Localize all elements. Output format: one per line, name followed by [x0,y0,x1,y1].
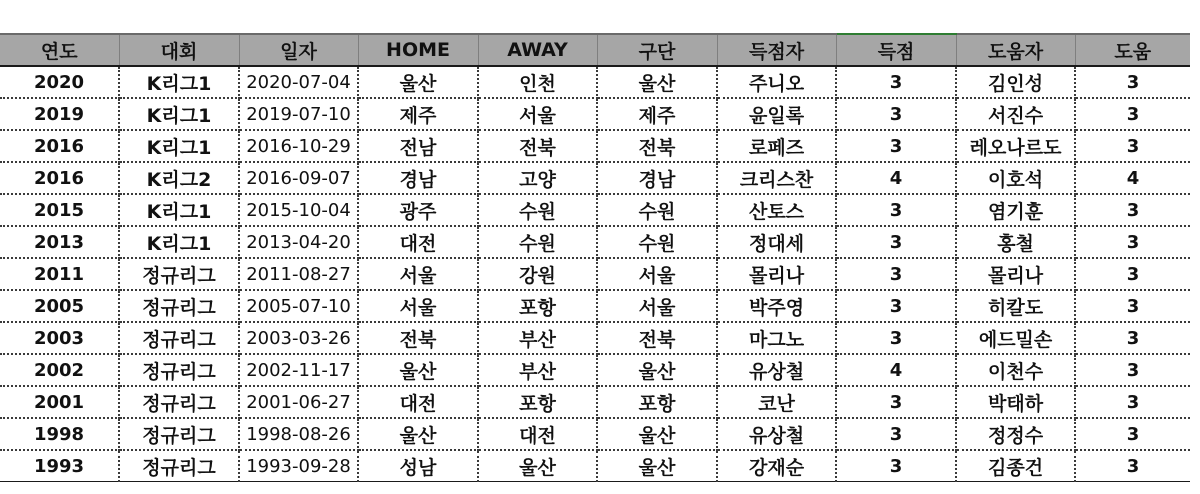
table-row [0,258,1190,290]
cell-home[interactable]: 대전 [358,226,478,258]
cell-club[interactable]: 울산 [597,354,717,386]
cell-scorer[interactable]: 유상철 [717,354,836,386]
table-row [0,450,1190,482]
cell-away[interactable]: 전북 [478,130,597,162]
cell-competition[interactable]: 정규리그 [119,290,239,322]
cell-assister[interactable]: 홍철 [956,226,1075,258]
cell-date[interactable]: 1993-09-28 [239,450,358,482]
cell-assists[interactable]: 3 [1075,322,1190,354]
cell-home[interactable]: 광주 [358,194,478,226]
cell-date[interactable]: 2005-07-10 [239,290,358,322]
cell-date[interactable]: 2016-09-07 [239,162,358,194]
header-cell-year[interactable]: 연도 [0,34,119,66]
cell-club[interactable]: 전북 [597,130,717,162]
cell-goals[interactable]: 3 [836,450,956,482]
cell-away[interactable]: 부산 [478,322,597,354]
cell-date[interactable]: 2003-03-26 [239,322,358,354]
cell-year[interactable]: 2003 [0,322,119,354]
cell-away[interactable]: 울산 [478,450,597,482]
cell-away[interactable]: 강원 [478,258,597,290]
cell-club[interactable]: 포항 [597,386,717,418]
table-row [0,322,1190,354]
cell-competition[interactable]: 정규리그 [119,450,239,482]
header-cell-club[interactable]: 구단 [597,34,717,66]
cell-goals[interactable]: 3 [836,290,956,322]
cell-home[interactable]: 대전 [358,386,478,418]
cell-scorer[interactable]: 산토스 [717,194,836,226]
cell-home[interactable]: 울산 [358,354,478,386]
cell-year[interactable]: 2015 [0,194,119,226]
cell-competition[interactable]: K리그1 [119,226,239,258]
table-row [0,162,1190,194]
cell-date[interactable]: 2019-07-10 [239,98,358,130]
cell-assister[interactable]: 김종건 [956,450,1075,482]
header-cell-competition[interactable]: 대회 [119,34,239,66]
cell-assists[interactable]: 3 [1075,354,1190,386]
cell-goals[interactable]: 3 [836,322,956,354]
header-cell-date[interactable]: 일자 [239,34,358,66]
cell-club[interactable]: 경남 [597,162,717,194]
spreadsheet-table-area [0,33,1200,494]
cell-year[interactable]: 1998 [0,418,119,450]
header-cell-scorer[interactable]: 득점자 [717,34,836,66]
table-body [0,66,1190,482]
cell-scorer[interactable]: 크리스찬 [717,162,836,194]
header-row [0,34,1190,66]
cell-away[interactable]: 포항 [478,290,597,322]
cell-scorer[interactable]: 정대세 [717,226,836,258]
cell-competition[interactable]: K리그1 [119,130,239,162]
cell-home[interactable]: 경남 [358,162,478,194]
table-row [0,290,1190,322]
cell-scorer[interactable]: 윤일록 [717,98,836,130]
cell-home[interactable]: 전남 [358,130,478,162]
cell-date[interactable]: 1998-08-26 [239,418,358,450]
cell-club[interactable]: 서울 [597,290,717,322]
cell-assister[interactable]: 박태하 [956,386,1075,418]
cell-home[interactable]: 서울 [358,258,478,290]
cell-scorer[interactable]: 마그노 [717,322,836,354]
cell-home[interactable]: 성남 [358,450,478,482]
cell-goals[interactable]: 4 [836,162,956,194]
cell-date[interactable]: 2002-11-17 [239,354,358,386]
cell-club[interactable]: 수원 [597,194,717,226]
cell-scorer[interactable]: 코난 [717,386,836,418]
cell-assists[interactable]: 3 [1075,226,1190,258]
cell-assister[interactable]: 레오나르도 [956,130,1075,162]
cell-away[interactable]: 서울 [478,98,597,130]
cell-goals[interactable]: 3 [836,226,956,258]
cell-assists[interactable]: 3 [1075,258,1190,290]
cell-year[interactable]: 2001 [0,386,119,418]
cell-competition[interactable]: 정규리그 [119,354,239,386]
cell-assister[interactable]: 이천수 [956,354,1075,386]
cell-assists[interactable]: 3 [1075,66,1190,98]
cell-assists[interactable]: 3 [1075,450,1190,482]
cell-competition[interactable]: K리그1 [119,98,239,130]
cell-club[interactable]: 제주 [597,98,717,130]
cell-assists[interactable]: 3 [1075,290,1190,322]
cell-goals[interactable]: 3 [836,258,956,290]
table-row [0,98,1190,130]
cell-competition[interactable]: K리그1 [119,194,239,226]
cell-year[interactable]: 2019 [0,98,119,130]
cell-home[interactable]: 제주 [358,98,478,130]
cell-year[interactable]: 2002 [0,354,119,386]
cell-away[interactable]: 고양 [478,162,597,194]
cell-date[interactable]: 2020-07-04 [239,66,358,98]
cell-date[interactable]: 2016-10-29 [239,130,358,162]
header-cell-assists[interactable]: 도움 [1075,34,1190,66]
cell-scorer[interactable]: 몰리나 [717,258,836,290]
cell-scorer[interactable]: 주니오 [717,66,836,98]
cell-club[interactable]: 수원 [597,226,717,258]
cell-date[interactable]: 2001-06-27 [239,386,358,418]
cell-assists[interactable]: 4 [1075,162,1190,194]
table-row [0,194,1190,226]
cell-date[interactable]: 2011-08-27 [239,258,358,290]
cell-goals[interactable]: 3 [836,66,956,98]
table-row [0,226,1190,258]
table-row [0,66,1190,98]
cell-away[interactable]: 수원 [478,194,597,226]
cell-assister[interactable]: 이호석 [956,162,1075,194]
cell-assister[interactable]: 에드밀손 [956,322,1075,354]
table-row [0,130,1190,162]
cell-goals[interactable]: 3 [836,418,956,450]
cell-goals[interactable]: 4 [836,354,956,386]
header-cell-assister[interactable]: 도움자 [956,34,1075,66]
cell-scorer[interactable]: 로페즈 [717,130,836,162]
cell-home[interactable]: 울산 [358,66,478,98]
cell-date[interactable]: 2015-10-04 [239,194,358,226]
cell-competition[interactable]: 정규리그 [119,386,239,418]
cell-year[interactable]: 1993 [0,450,119,482]
table-row [0,354,1190,386]
goals-table [0,33,1190,482]
cell-scorer[interactable]: 강재순 [717,450,836,482]
cell-goals[interactable]: 3 [836,130,956,162]
cell-club[interactable]: 울산 [597,66,717,98]
cell-home[interactable]: 울산 [358,418,478,450]
cell-competition[interactable]: K리그1 [119,66,239,98]
table-row [0,386,1190,418]
cell-club[interactable]: 전북 [597,322,717,354]
cell-scorer[interactable]: 박주영 [717,290,836,322]
cell-away[interactable]: 수원 [478,226,597,258]
cell-assister[interactable]: 서진수 [956,98,1075,130]
cell-date[interactable]: 2013-04-20 [239,226,358,258]
cell-year[interactable]: 2011 [0,258,119,290]
cell-away[interactable]: 포항 [478,386,597,418]
cell-competition[interactable]: 정규리그 [119,418,239,450]
cell-club[interactable]: 울산 [597,418,717,450]
cell-home[interactable]: 전북 [358,322,478,354]
cell-competition[interactable]: 정규리그 [119,322,239,354]
cell-assister[interactable]: 히칼도 [956,290,1075,322]
cell-year[interactable]: 2020 [0,66,119,98]
cell-assists[interactable]: 3 [1075,98,1190,130]
cell-club[interactable]: 서울 [597,258,717,290]
cell-assists[interactable]: 3 [1075,386,1190,418]
header-cell-away[interactable]: AWAY [478,34,597,66]
cell-home[interactable]: 서울 [358,290,478,322]
cell-year[interactable]: 2016 [0,130,119,162]
cell-year[interactable]: 2013 [0,226,119,258]
header-cell-goals[interactable]: 득점 [836,34,956,66]
cell-competition[interactable]: K리그2 [119,162,239,194]
cell-assists[interactable]: 3 [1075,130,1190,162]
cell-assister[interactable]: 김인성 [956,66,1075,98]
header-cell-home[interactable]: HOME [358,34,478,66]
cell-scorer[interactable]: 유상철 [717,418,836,450]
cell-assister[interactable]: 염기훈 [956,194,1075,226]
cell-assister[interactable]: 정정수 [956,418,1075,450]
cell-assists[interactable]: 3 [1075,418,1190,450]
cell-away[interactable]: 부산 [478,354,597,386]
cell-goals[interactable]: 3 [836,386,956,418]
cell-club[interactable]: 울산 [597,450,717,482]
cell-year[interactable]: 2016 [0,162,119,194]
cell-goals[interactable]: 3 [836,194,956,226]
cell-assists[interactable]: 3 [1075,194,1190,226]
table-row [0,418,1190,450]
cell-year[interactable]: 2005 [0,290,119,322]
cell-competition[interactable]: 정규리그 [119,258,239,290]
cell-assister[interactable]: 몰리나 [956,258,1075,290]
cell-away[interactable]: 인천 [478,66,597,98]
cell-goals[interactable]: 3 [836,98,956,130]
cell-away[interactable]: 대전 [478,418,597,450]
